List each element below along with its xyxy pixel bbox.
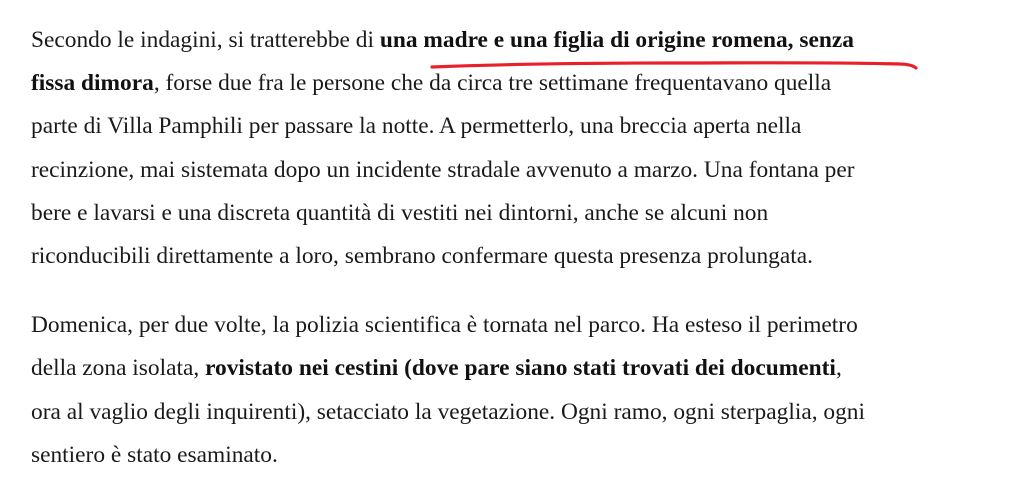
- text-line: recinzione, mai sistemata dopo un incidente stradale avvenuto a marzo. Una fontana per: [31, 156, 855, 183]
- bold-highlight-text: una madre e una figlia di origine romena, senza: [379, 27, 854, 53]
- paragraph-2: [31, 304, 991, 477]
- text-line: Domenica, per due volte, la polizia scientifica è tornata nel parco. Ha esteso il perimetro: [31, 312, 858, 339]
- underline-stroke: [432, 63, 916, 68]
- text-line: parte di Villa Pamphili per passare la notte. A permetterlo, una breccia aperta nella: [31, 113, 802, 140]
- text-span: , forse due fra le persone che da circa tre settimane frequentavano quella: [153, 70, 832, 97]
- text-line: [31, 347, 991, 390]
- text-line: bere e lavarsi e una discreta quantità di vestiti nei dintorni, anche se alcuni non: [31, 199, 769, 226]
- text-span: della zona isolata,: [31, 355, 206, 382]
- text-line: [31, 19, 991, 62]
- text-line: ora al vaglio degli inquirenti), setacciato la vegetazione. Ogni ramo, ogni sterpaglia, ogni: [31, 398, 865, 425]
- text-span: Secondo le indagini, si tratterebbe di: [31, 27, 380, 53]
- bold-text: rovistato nei cestini (dove pare siano stati trovati dei documenti: [205, 355, 836, 382]
- text-span: ,: [835, 355, 842, 382]
- article-body: [31, 19, 991, 503]
- text-line: sentiero è stato esaminato.: [31, 441, 278, 468]
- text-line: riconducibili direttamente a loro, sembrano confermare questa presenza prolungata.: [31, 243, 813, 270]
- bold-highlight-text: fissa dimora: [31, 70, 154, 97]
- red-underline-annotation: [430, 58, 920, 72]
